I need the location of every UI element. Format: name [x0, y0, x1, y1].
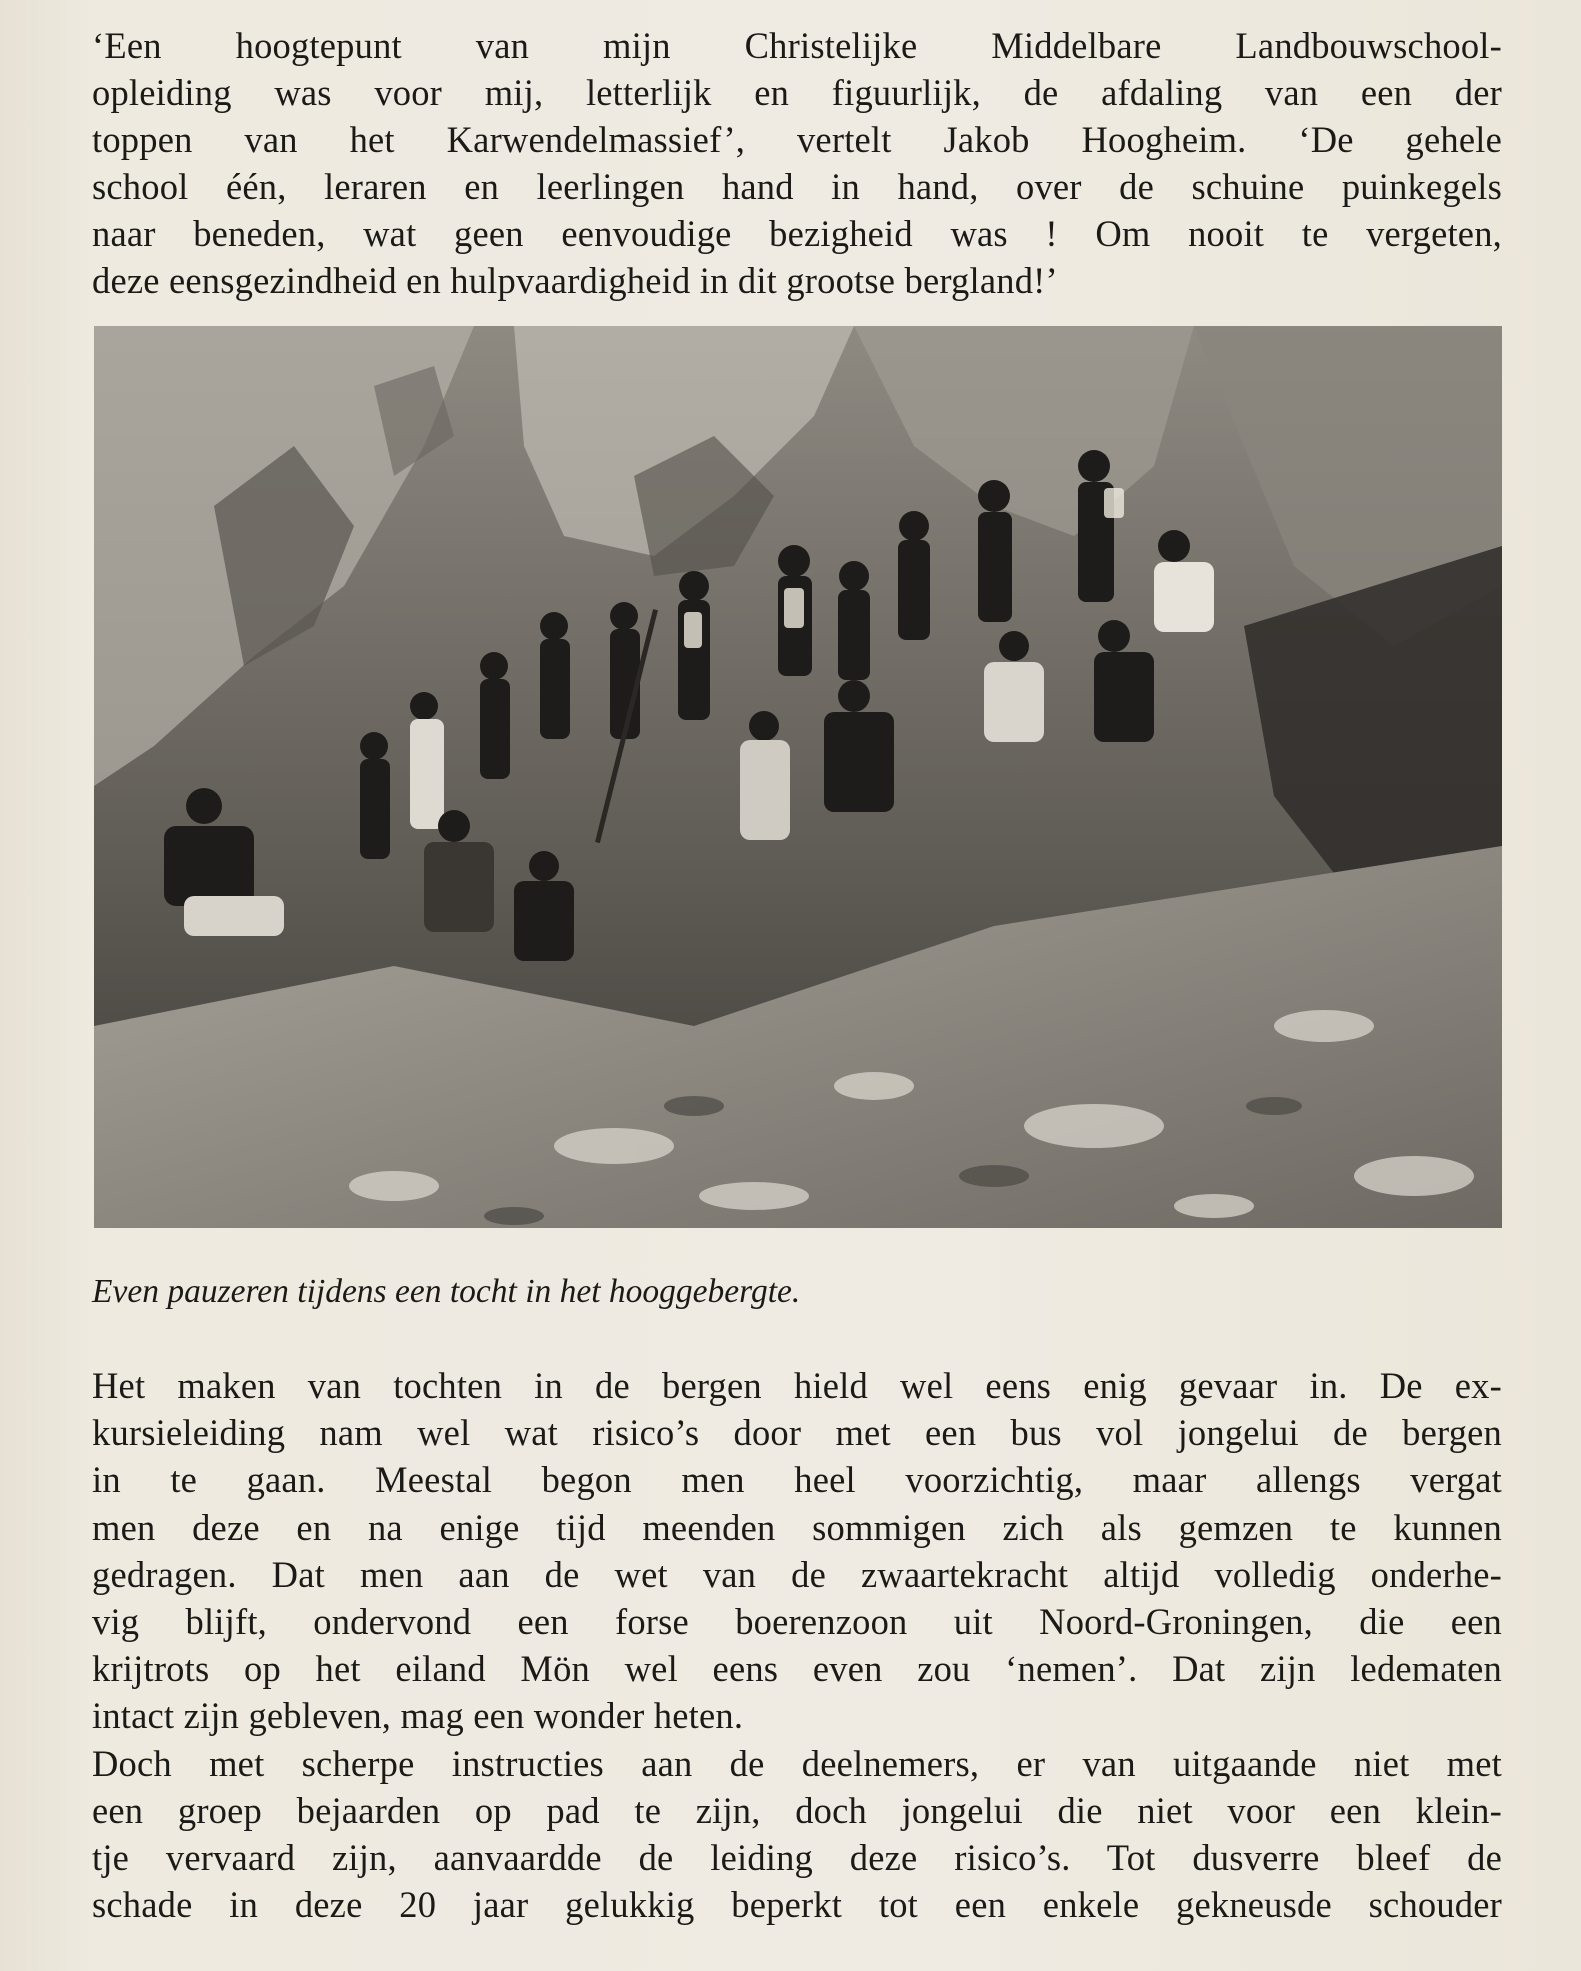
text-line: toppen van het Karwendelmassief’, vertelt Jakob Hoogheim. ‘De gehele: [92, 119, 1502, 160]
text-line: ‘Een hoogtepunt van mijn Christelijke Middelbare Landbouwschool-: [92, 25, 1502, 66]
quote-paragraph: [92, 22, 1502, 304]
text-line: Het maken van tochten in de bergen hield wel eens enig gevaar in. De ex-: [92, 1365, 1502, 1406]
text-line: Doch met scherpe instructies aan de deelnemers, er van uitgaande niet met: [92, 1742, 1502, 1784]
text-line: gedragen. Dat men aan de wet van de zwaartekracht altijd volledig onderhe-: [92, 1553, 1502, 1595]
text-line: een groep bejaarden op pad te zijn, doch jongelui die niet voor een klein-: [92, 1789, 1502, 1831]
text-line: tje vervaard zijn, aanvaardde de leiding deze risico’s. Tot dusverre bleef de: [92, 1836, 1502, 1878]
body-paragraphs: [92, 1362, 1502, 1928]
text-line: opleiding was voor mij, letterlijk en figuurlijk, de afdaling van een der: [92, 72, 1502, 113]
text-line: krijtrots op het eiland Mön wel eens even zou ‘nemen’. Dat zijn ledematen: [92, 1648, 1502, 1690]
text-line: school één, leraren en leerlingen hand in hand, over de schuine puinkegels: [92, 166, 1502, 207]
photo-illustration: [94, 326, 1502, 1228]
text-line: in te gaan. Meestal begon men heel voorzichtig, maar allengs vergat: [92, 1459, 1502, 1501]
text-line: intact zijn gebleven, mag een wonder heten.: [92, 1695, 744, 1737]
text-line: naar beneden, wat geen eenvoudige bezigheid was ! Om nooit te vergeten,: [92, 213, 1502, 254]
text-line: men deze en na enige tijd meenden sommigen zich als gemzen te kunnen: [92, 1506, 1502, 1548]
text-line: deze eensgezindheid en hulpvaardigheid in dit grootse bergland!’: [92, 260, 1058, 301]
text-line: kursieleiding nam wel wat risico’s door met een bus vol jongelui de bergen: [92, 1412, 1502, 1454]
text-line: schade in deze 20 jaar gelukkig beperkt tot een enkele gekneusde schouder: [92, 1884, 1502, 1926]
photo-caption: Even pauzeren tijdens een tocht in het hooggebergte.: [92, 1273, 801, 1310]
group-photo: [94, 326, 1502, 1228]
text-line: vig blijft, ondervond een forse boerenzoon uit Noord-Groningen, die een: [92, 1600, 1502, 1642]
